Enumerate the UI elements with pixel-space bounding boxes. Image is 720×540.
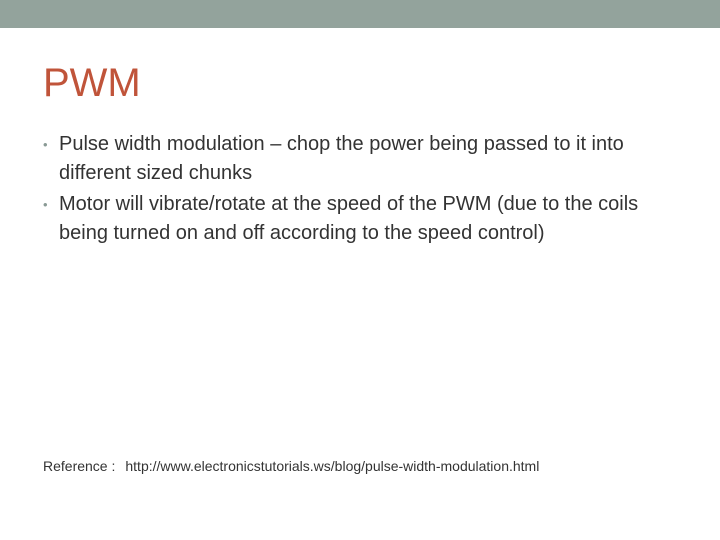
bullet-item	[43, 130, 683, 188]
reference-url: http://www.electronicstutorials.ws/blog/pulse-width-modulation.html	[125, 458, 540, 474]
bullet-list	[43, 130, 683, 250]
bullet-text: Motor will vibrate/rotate at the speed of the PWM (due to the coils being turned on and off according to the speed control)	[59, 193, 639, 244]
bullet-text: Pulse width modulation – chop the power being passed to it into different sized chunks	[59, 133, 624, 184]
top-accent-bar	[0, 0, 720, 28]
bullet-item	[43, 190, 683, 248]
slide-title: PWM	[43, 61, 141, 105]
bullet-marker: •	[43, 137, 48, 152]
reference-line	[43, 457, 539, 475]
bullet-marker: •	[43, 197, 48, 212]
reference-label: Reference :	[43, 458, 116, 474]
